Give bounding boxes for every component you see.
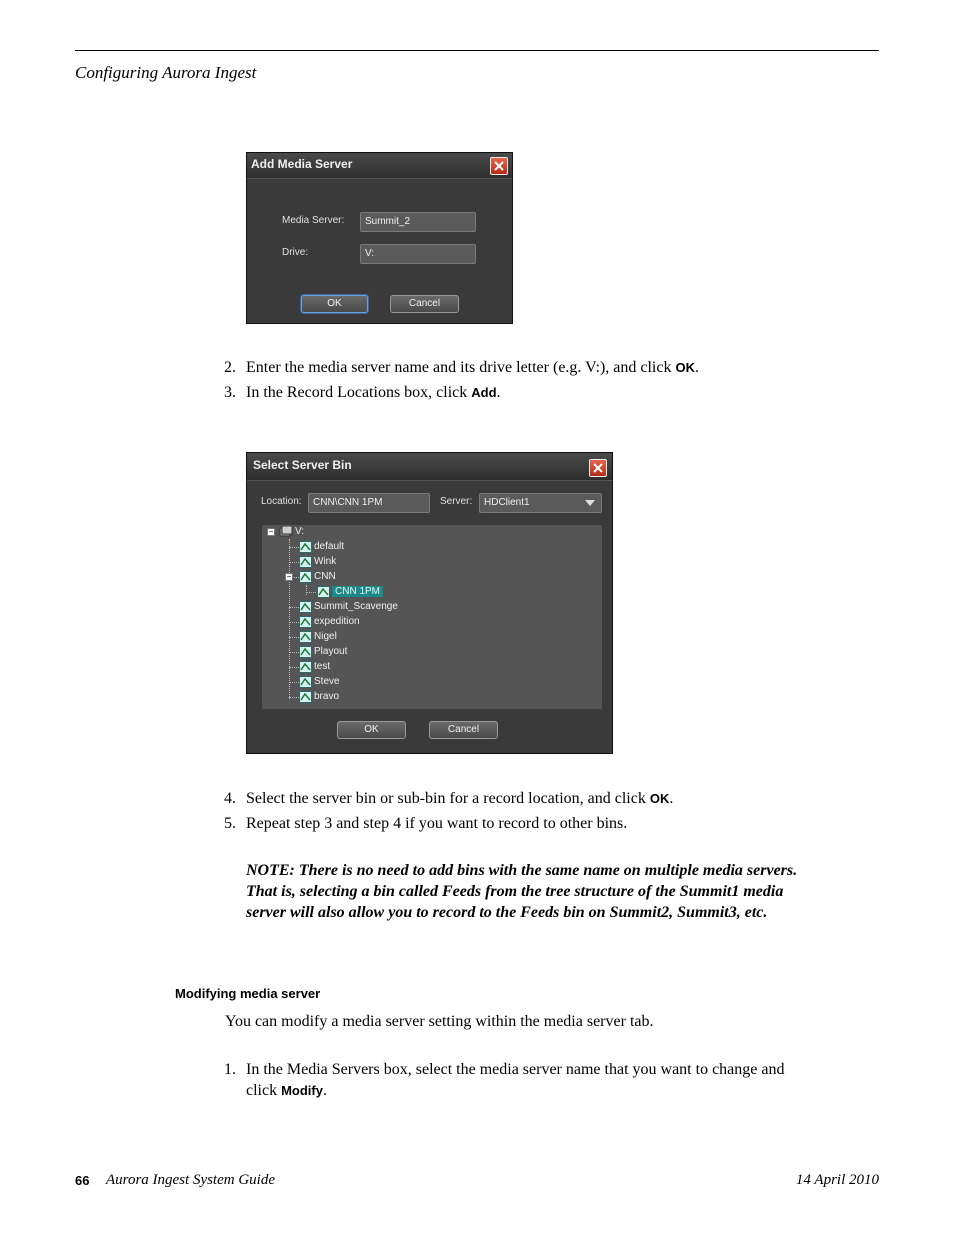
step-number: 1. [224,1061,236,1078]
dialog-titlebar [247,453,612,481]
tree-connector [306,592,316,593]
server-select[interactable] [479,493,602,513]
close-icon[interactable] [589,459,607,477]
bin-icon [299,541,312,553]
server-label: Server: [440,496,473,507]
cancel-button[interactable]: Cancel [390,295,459,313]
bin-icon [299,691,312,703]
add-media-server-dialog [246,152,513,324]
page-header-title: Configuring Aurora Ingest [75,63,257,82]
media-server-input[interactable]: Summit_2 [360,212,476,232]
location-label: Location: [261,496,302,507]
step-number: 3. [224,384,236,401]
note-text: NOTE: There is no need to add bins with the same name on multiple media servers. That is, selecting a bin called Feeds from the tree structure of the Summit1 media server will also allow you to record to the Feeds bin on Summit2, Summit3, etc. [246,862,798,921]
tree-item[interactable]: Summit_Scavenge [299,600,398,614]
step-end: . [669,790,674,807]
tree-item[interactable]: test [299,660,330,674]
tree-item[interactable]: Wink [299,555,336,569]
bin-icon [299,676,312,688]
tree-connector [289,652,299,653]
bin-icon [299,571,312,583]
tree-connector [289,682,299,683]
tree-connector [289,562,299,563]
close-icon[interactable] [490,157,508,175]
tree-item[interactable]: CNN [299,570,336,584]
tree-item[interactable]: default [299,540,344,554]
ui-term: Modify [281,1083,323,1098]
step-4 [224,788,824,810]
ok-button[interactable]: OK [301,295,368,313]
footer-date: 14 April 2010 [795,1172,879,1188]
footer-guide-title: Aurora Ingest System Guide [106,1172,275,1188]
server-drive-icon [279,526,293,538]
chevron-down-icon [585,500,595,506]
step-end: . [694,359,699,376]
bin-icon [299,631,312,643]
step-2 [224,357,824,379]
header-rule [75,50,879,51]
step-3 [224,382,824,404]
step-text: In the Record Locations box, click [246,384,472,401]
ui-term: OK [649,791,670,806]
step-5 [224,813,824,835]
tree-connector [289,539,290,699]
tree-item[interactable]: bravo [299,690,339,704]
step-text: Repeat step 3 and step 4 if you want to record to other bins. [246,815,628,832]
section-heading: Modifying media server [175,986,321,1001]
bin-icon [299,616,312,628]
step-1 [224,1059,824,1103]
step-number: 4. [224,790,236,807]
dialog-titlebar [247,153,512,179]
bin-icon [299,661,312,673]
tree-item[interactable]: Nigel [299,630,337,644]
tree-connector [289,622,299,623]
tree-item[interactable]: Steve [299,675,340,689]
dialog-title: Select Server Bin [253,458,352,472]
bin-icon [299,601,312,613]
drive-label: Drive: [282,247,309,258]
tree-connector [289,607,299,608]
server-select-value: HDClient1 [484,497,530,508]
tree-connector [289,637,299,638]
select-server-bin-dialog [246,452,613,754]
collapse-icon[interactable]: − [286,572,292,581]
step-end: . [496,384,501,401]
drive-input[interactable]: V: [360,244,476,264]
bin-icon [299,646,312,658]
cancel-button[interactable]: Cancel [429,721,498,739]
step-number: 2. [224,359,236,376]
dialog-title: Add Media Server [251,157,353,171]
tree-root-item[interactable]: V: [279,525,304,539]
tree-connector [306,585,307,595]
tree-connector [289,547,299,548]
tree-item[interactable]: expedition [299,615,360,629]
ui-term: OK [675,360,695,375]
step-number: 5. [224,815,236,832]
section-paragraph: You can modify a media server setting within the media server tab. [225,1013,654,1030]
step-text: Select the server bin or sub-bin for a record location, and click [246,790,650,807]
step-text: Enter the media server name and its drive letter (e.g. V:), and click [246,359,676,376]
tree-connector [289,697,299,698]
collapse-icon[interactable]: − [268,527,274,536]
tree-item-selected[interactable]: CNN 1PM [317,585,383,599]
page-number: 66 [75,1173,90,1188]
step-text: In the Media Servers box, select the media server name that you want to change and click [246,1061,785,1099]
tree-connector [289,667,299,668]
tree-item[interactable]: Playout [299,645,347,659]
bin-tree[interactable] [261,524,603,710]
bin-icon [299,556,312,568]
step-end: . [322,1082,327,1099]
media-server-label: Media Server: [282,215,345,226]
location-input[interactable]: CNN\CNN 1PM [308,493,430,513]
ui-term: Add [471,385,497,400]
bin-icon [317,586,330,598]
ok-button[interactable]: OK [337,721,406,739]
